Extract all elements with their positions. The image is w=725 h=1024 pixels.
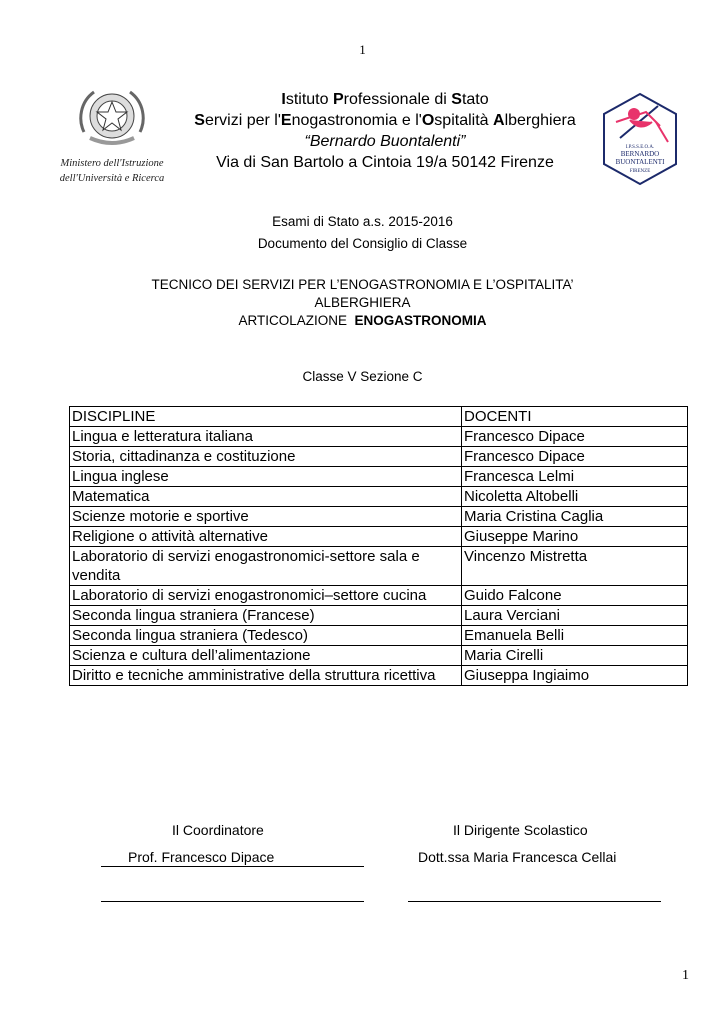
page-number-bottom: 1	[682, 968, 689, 983]
teacher-cell: Giuseppe Marino	[462, 527, 688, 547]
teacher-cell: Francesco Dipace	[462, 447, 688, 467]
table-row	[70, 487, 688, 507]
header-line-4: Via di San Bartolo a Cintoia 19/a 50142 Firenze	[216, 154, 554, 171]
disciplines-table	[69, 406, 688, 686]
coordinator-name-underline	[101, 866, 364, 867]
header-word: stituto	[285, 91, 333, 108]
ministry-caption-1: Ministero dell'Istruzione	[60, 158, 164, 169]
teacher-cell: Maria Cirelli	[462, 646, 688, 666]
coordinator-name: Prof. Francesco Dipace	[128, 849, 275, 865]
table-row	[70, 447, 688, 467]
teacher-cell: Francesca Lelmi	[462, 467, 688, 487]
school-logo-text-4: FIRENZE	[629, 169, 651, 174]
header-word: spitalità	[434, 112, 493, 129]
table-row	[70, 427, 688, 447]
principal-name: Dott.ssa Maria Francesca Cellai	[418, 849, 617, 865]
header-line-3: “Bernardo Buontalenti”	[304, 133, 466, 150]
school-logo-icon	[600, 92, 680, 186]
teacher-cell: Emanuela Belli	[462, 626, 688, 646]
discipline-cell: Lingua inglese	[70, 467, 462, 487]
discipline-cell: Religione o attività alternative	[70, 527, 462, 547]
repubblica-italiana-emblem-icon	[56, 82, 168, 154]
principal-signature-line	[408, 901, 661, 902]
course-line-2: ALBERGHIERA	[314, 295, 411, 310]
principal-label: Il Dirigente Scolastico	[453, 822, 588, 838]
document-title: Documento del Consiglio di Classe	[257, 236, 468, 251]
header-initial: I	[281, 91, 286, 108]
school-logo-text-2: BERNARDO	[620, 150, 660, 158]
table-row	[70, 527, 688, 547]
discipline-cell: Seconda lingua straniera (Francese)	[70, 606, 462, 626]
discipline-cell: Scienze motorie e sportive	[70, 507, 462, 527]
header-teacher: DOCENTI	[462, 407, 688, 427]
teacher-cell: Francesco Dipace	[462, 427, 688, 447]
header-initial: A	[493, 112, 505, 129]
header-line-2	[175, 110, 595, 131]
discipline-cell: Lingua e letteratura italiana	[70, 427, 462, 447]
table-row	[70, 507, 688, 527]
exam-info	[0, 211, 725, 255]
header-word: tato	[461, 91, 489, 108]
course-articolazione-value: ENOGASTRONOMIA	[354, 313, 487, 328]
school-logo-text-3: BUONTALENTI	[615, 158, 665, 166]
exam-year: Esami di Stato a.s. 2015-2016	[272, 214, 453, 229]
discipline-cell: Storia, cittadinanza e costituzione	[70, 447, 462, 467]
header-word: ervizi per l'	[204, 112, 281, 129]
ministry-caption-2: dell'Università e Ricerca	[59, 173, 165, 184]
school-logo-text-1: I.P.S.S.E.O.A.	[625, 145, 655, 150]
discipline-cell: Laboratorio di servizi enogastronomici–settore cucina	[70, 586, 462, 606]
course-info	[0, 276, 725, 330]
table-header-row	[70, 407, 688, 427]
header-discipline: DISCIPLINE	[70, 407, 462, 427]
teacher-cell: Vincenzo Mistretta	[462, 547, 688, 586]
teacher-cell: Giuseppa Ingiaimo	[462, 666, 688, 686]
header-initial: S	[451, 91, 462, 108]
page-number-top: 1	[359, 42, 366, 57]
ministry-logo	[56, 82, 168, 190]
class-section: Classe V Sezione C	[302, 369, 423, 384]
table-row	[70, 646, 688, 666]
header-initial: E	[280, 112, 292, 129]
table-row	[70, 626, 688, 646]
header-initial: O	[421, 112, 435, 129]
discipline-cell: Diritto e tecniche amministrative della struttura ricettiva	[70, 666, 462, 686]
header-initial: S	[194, 112, 205, 129]
coordinator-signature-line	[101, 901, 364, 902]
table-row	[70, 666, 688, 686]
course-articolazione-label: ARTICOLAZIONE	[238, 313, 355, 328]
discipline-cell: Matematica	[70, 487, 462, 507]
teacher-cell: Laura Verciani	[462, 606, 688, 626]
table-row	[70, 547, 688, 586]
discipline-cell: Scienza e cultura dell’alimentazione	[70, 646, 462, 666]
header-word: nogastronomia e l'	[291, 112, 422, 129]
coordinator-label: Il Coordinatore	[172, 822, 264, 838]
discipline-cell: Laboratorio di servizi enogastronomici-settore sala e vendita	[70, 547, 462, 586]
course-line-3	[0, 312, 725, 330]
teacher-cell: Maria Cristina Caglia	[462, 507, 688, 527]
school-logo	[600, 92, 680, 186]
header-word: rofessionale di	[343, 91, 452, 108]
discipline-cell: Seconda lingua straniera (Tedesco)	[70, 626, 462, 646]
header-line-1	[175, 89, 595, 110]
school-header	[175, 89, 595, 173]
header-initial: P	[332, 91, 344, 108]
teacher-cell: Guido Falcone	[462, 586, 688, 606]
table-row	[70, 586, 688, 606]
table-row	[70, 467, 688, 487]
teacher-cell: Nicoletta Altobelli	[462, 487, 688, 507]
header-word: lberghiera	[504, 112, 576, 129]
table-row	[70, 606, 688, 626]
course-line-1: TECNICO DEI SERVIZI PER L’ENOGASTRONOMIA E L’OSPITALITA’	[151, 277, 574, 292]
